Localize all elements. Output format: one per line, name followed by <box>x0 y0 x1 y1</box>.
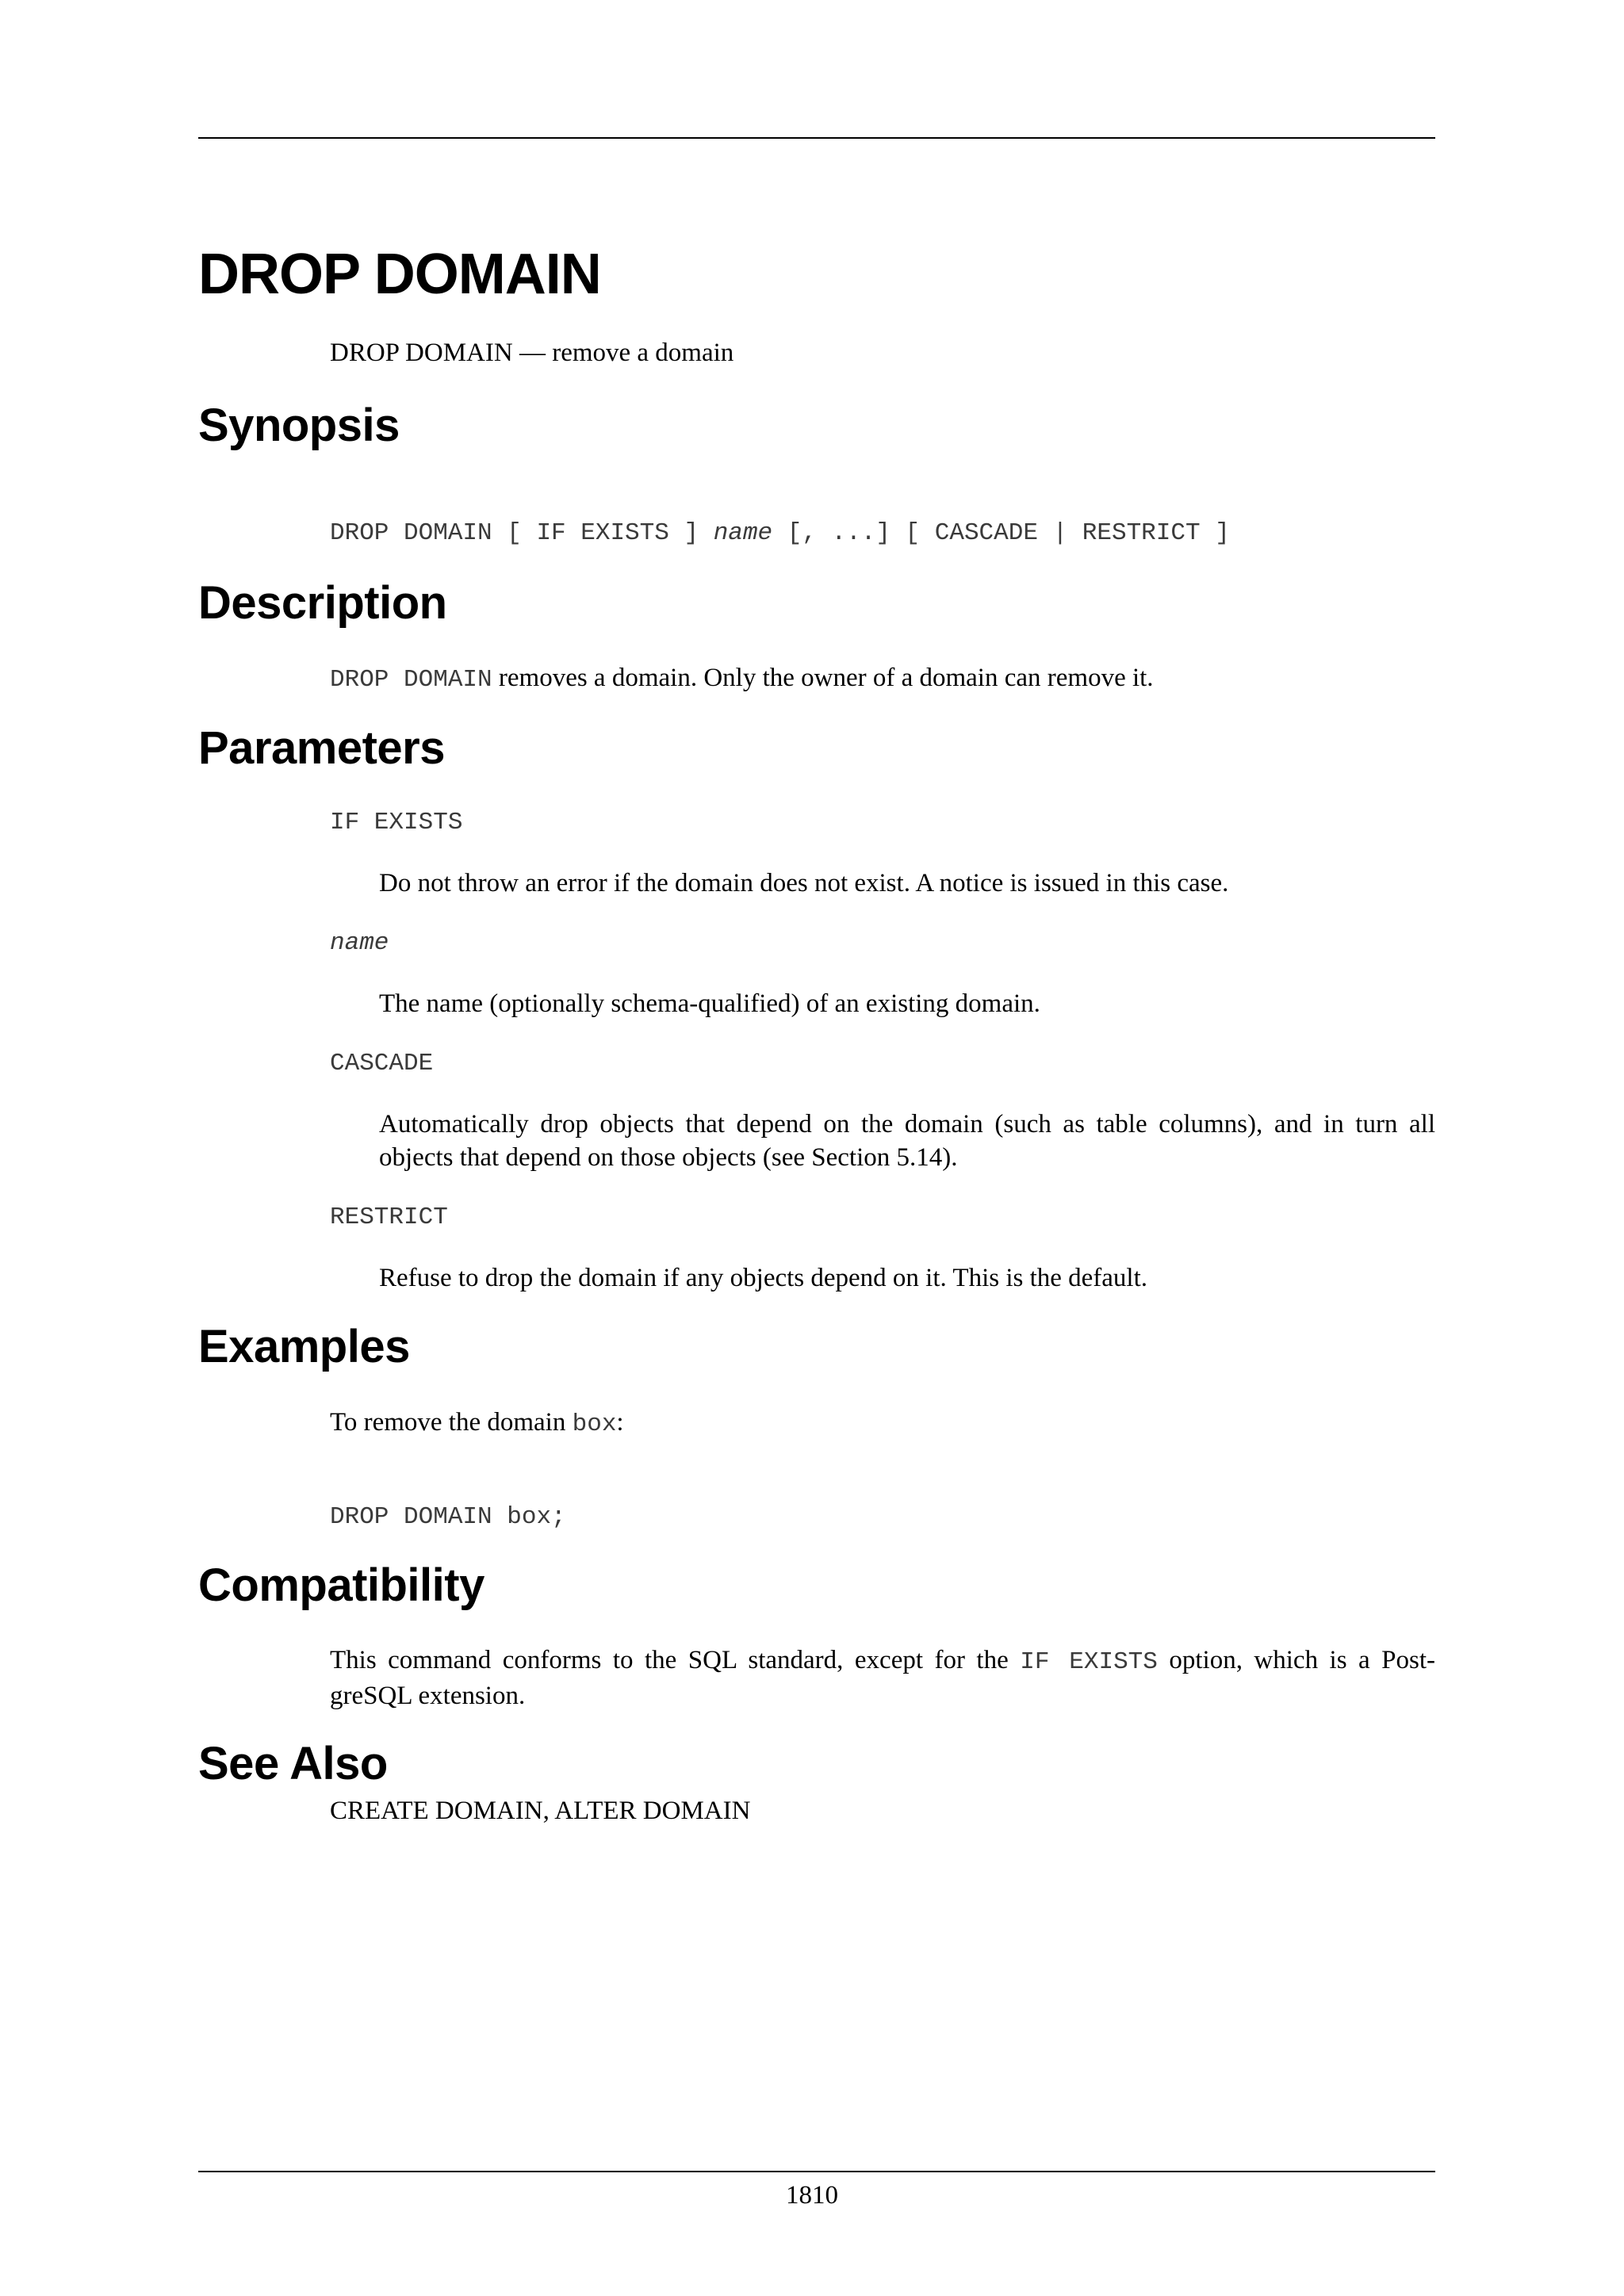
synopsis-rest: [, ...] [ CASCADE | RESTRICT ] <box>772 519 1230 547</box>
examples-intro-text: To remove the domain <box>330 1408 573 1437</box>
param-desc-name: The name (optionally schema-qualified) of an existing domain. <box>379 989 1040 1018</box>
header-rule <box>198 137 1435 139</box>
description-text: removes a domain. Only the owner of a domain can remove it. <box>492 664 1154 692</box>
section-heading-examples: Examples <box>198 1321 410 1372</box>
synopsis-code <box>330 517 1230 550</box>
param-desc-if-exists: Do not throw an error if the domain does not exist. A notice is issued in this case. <box>379 869 1229 897</box>
synopsis-command: DROP DOMAIN [ IF EXISTS ] <box>330 519 714 547</box>
param-desc-cascade: Automatically drop objects that depend on the domain (such as table columns), and in turn all objects that depend on those objects (see Section 5.14). <box>379 1110 1435 1172</box>
section-heading-compatibility: Compatibility <box>198 1559 485 1611</box>
synopsis-param: name <box>713 519 773 547</box>
examples-intro-end: : <box>616 1408 624 1437</box>
param-term-if-exists: IF EXISTS <box>330 809 463 836</box>
compatibility-text-before: This command conforms to the SQL standard, except for the <box>330 1646 1021 1674</box>
description-code: DROP DOMAIN <box>330 666 492 694</box>
compatibility-text-after: option, which is a Post-greSQL extension. <box>330 1646 1436 1710</box>
refpurpose: DROP DOMAIN — remove a domain <box>330 339 734 367</box>
param-term-restrict: RESTRICT <box>330 1203 448 1231</box>
param-desc-restrict: Refuse to drop the domain if any objects depend on it. This is the default. <box>379 1264 1148 1292</box>
examples-intro <box>330 1406 624 1441</box>
section-heading-synopsis: Synopsis <box>198 400 400 451</box>
page-title: DROP DOMAIN <box>198 243 601 306</box>
compatibility-code: IF EXISTS <box>1020 1648 1158 1676</box>
section-heading-description: Description <box>198 577 447 629</box>
compatibility-paragraph <box>330 1644 1435 1712</box>
see-also-links: CREATE DOMAIN, ALTER DOMAIN <box>330 1797 751 1825</box>
section-heading-see-also: See Also <box>198 1738 388 1789</box>
page-number: 1810 <box>786 2181 838 2210</box>
examples-code: DROP DOMAIN box; <box>330 1503 566 1531</box>
param-term-cascade: CASCADE <box>330 1050 434 1077</box>
section-heading-parameters: Parameters <box>198 722 445 774</box>
examples-intro-code: box <box>572 1410 617 1438</box>
description-paragraph <box>330 661 1154 697</box>
param-term-name: name <box>330 929 389 957</box>
footer-rule <box>198 2171 1435 2172</box>
